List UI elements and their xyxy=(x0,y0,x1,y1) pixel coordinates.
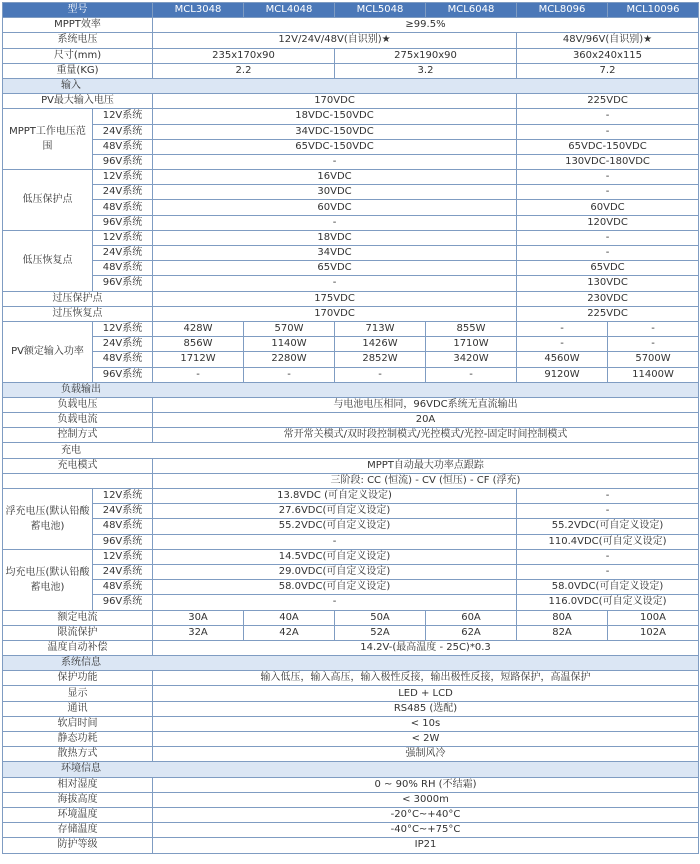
cell-value: 65VDC xyxy=(153,261,517,276)
cell-value: 713W xyxy=(335,321,426,336)
table-row xyxy=(3,291,699,306)
system-label: 96V系统 xyxy=(93,154,153,169)
cell-value: - xyxy=(517,185,699,200)
system-label: 96V系统 xyxy=(93,367,153,382)
row-label: 静态功耗 xyxy=(3,732,153,747)
section-row xyxy=(3,443,699,458)
cell-value: 2.2 xyxy=(153,63,335,78)
section-row xyxy=(3,762,699,777)
cell-value: 55.2VDC(可自定义设定) xyxy=(517,519,699,534)
cell-value: 65VDC-150VDC xyxy=(153,139,517,154)
cell-value: 120VDC xyxy=(517,215,699,230)
group-label: 浮充电压(默认铅酸蓄电池) xyxy=(3,489,93,550)
table-row xyxy=(3,625,699,640)
cell-value: 30A xyxy=(153,610,244,625)
cell-value: - xyxy=(335,367,426,382)
system-label: 24V系统 xyxy=(93,564,153,579)
cell-value: 34VDC-150VDC xyxy=(153,124,517,139)
system-label: 12V系统 xyxy=(93,230,153,245)
table-row xyxy=(3,807,699,822)
table-row xyxy=(3,595,699,610)
table-row xyxy=(3,230,699,245)
cell-value: 29.0VDC(可自定义设定) xyxy=(153,564,517,579)
cell-value: 27.6VDC(可自定义设定) xyxy=(153,504,517,519)
cell-value: 170VDC xyxy=(153,94,517,109)
table-row xyxy=(3,321,699,336)
cell-value: -40°C~+75°C xyxy=(153,823,699,838)
table-row xyxy=(3,124,699,139)
group-label: MPPT工作电压范围 xyxy=(3,109,93,170)
cell-value: 856W xyxy=(153,337,244,352)
cell-value: < 10s xyxy=(153,716,699,731)
cell-value: 428W xyxy=(153,321,244,336)
system-label: 12V系统 xyxy=(93,489,153,504)
row-label: 通讯 xyxy=(3,701,153,716)
cell-value: 14.5VDC(可自定义设定) xyxy=(153,549,517,564)
cell-value: 100A xyxy=(608,610,699,625)
cell-value: 13.8VDC (可自定义设定) xyxy=(153,489,517,504)
model-name: MCL6048 xyxy=(426,3,517,18)
cell-value: 225VDC xyxy=(517,94,699,109)
row-label: 尺寸(mm) xyxy=(3,48,153,63)
row-label: 海拔高度 xyxy=(3,792,153,807)
system-label: 96V系统 xyxy=(93,276,153,291)
system-label: 24V系统 xyxy=(93,124,153,139)
cell-value: 三阶段: CC (恒流) - CV (恒压) - CF (浮充) xyxy=(153,473,699,488)
row-label: 过压恢复点 xyxy=(3,306,153,321)
table-row xyxy=(3,489,699,504)
section-title-input: 输入 xyxy=(3,78,699,93)
cell-value: 65VDC-150VDC xyxy=(517,139,699,154)
cell-value: ≥99.5% xyxy=(153,18,699,33)
cell-value: -20°C~+40°C xyxy=(153,807,699,822)
table-row xyxy=(3,367,699,382)
row-label: 显示 xyxy=(3,686,153,701)
cell-value: - xyxy=(244,367,335,382)
row-label: PV最大输入电压 xyxy=(3,94,153,109)
cell-value: - xyxy=(517,170,699,185)
row-label: 相对湿度 xyxy=(3,777,153,792)
row-label: 散热方式 xyxy=(3,747,153,762)
table-row xyxy=(3,580,699,595)
cell-value: - xyxy=(517,246,699,261)
cell-value: 16VDC xyxy=(153,170,517,185)
cell-value: 110.4VDC(可自定义设定) xyxy=(517,534,699,549)
cell-value: - xyxy=(608,337,699,352)
system-label: 48V系统 xyxy=(93,200,153,215)
row-label: 温度自动补偿 xyxy=(3,640,153,655)
cell-value: 230VDC xyxy=(517,291,699,306)
table-row xyxy=(3,610,699,625)
system-label: 48V系统 xyxy=(93,261,153,276)
table-row xyxy=(3,458,699,473)
table-row xyxy=(3,139,699,154)
cell-value: - xyxy=(517,230,699,245)
cell-value: 0 ~ 90% RH (不结霜) xyxy=(153,777,699,792)
cell-value: - xyxy=(517,549,699,564)
row-label: 负载电流 xyxy=(3,413,153,428)
cell-value: 与电池电压相同，96VDC系统无直流输出 xyxy=(153,397,699,412)
row-label: 环境温度 xyxy=(3,807,153,822)
cell-value: 80A xyxy=(517,610,608,625)
cell-value: 3420W xyxy=(426,352,517,367)
table-row xyxy=(3,154,699,169)
cell-value: 175VDC xyxy=(153,291,517,306)
cell-value: 225VDC xyxy=(517,306,699,321)
cell-value: 235x170x90 xyxy=(153,48,335,63)
model-name: MCL3048 xyxy=(153,3,244,18)
table-row xyxy=(3,215,699,230)
table-row xyxy=(3,33,699,48)
table-row xyxy=(3,640,699,655)
cell-value: 11400W xyxy=(608,367,699,382)
table-row xyxy=(3,306,699,321)
cell-value: 32A xyxy=(153,625,244,640)
row-label: 重量(KG) xyxy=(3,63,153,78)
table-row xyxy=(3,94,699,109)
system-label: 12V系统 xyxy=(93,170,153,185)
table-row xyxy=(3,504,699,519)
section-row xyxy=(3,656,699,671)
section-title-load: 负载输出 xyxy=(3,382,699,397)
cell-value: 52A xyxy=(335,625,426,640)
cell-value: 55.2VDC(可自定义设定) xyxy=(153,519,517,534)
table-row xyxy=(3,109,699,124)
cell-value: 40A xyxy=(244,610,335,625)
system-label: 24V系统 xyxy=(93,185,153,200)
table-row xyxy=(3,838,699,853)
cell-value: - xyxy=(153,276,517,291)
system-label: 48V系统 xyxy=(93,352,153,367)
cell-value: < 3000m xyxy=(153,792,699,807)
table-row xyxy=(3,352,699,367)
cell-value: 102A xyxy=(608,625,699,640)
cell-value: RS485 (选配) xyxy=(153,701,699,716)
cell-value: 3.2 xyxy=(335,63,517,78)
cell-value: 116.0VDC(可自定义设定) xyxy=(517,595,699,610)
table-row xyxy=(3,534,699,549)
table-row xyxy=(3,48,699,63)
cell-value: - xyxy=(517,124,699,139)
row-label: 限流保护 xyxy=(3,625,153,640)
model-name: MCL10096 xyxy=(608,3,699,18)
row-label: 保护功能 xyxy=(3,671,153,686)
cell-value: 常开常关模式/双时段控制模式/光控模式/光控-固定时间控制模式 xyxy=(153,428,699,443)
table-row xyxy=(3,701,699,716)
table-row xyxy=(3,337,699,352)
table-row xyxy=(3,519,699,534)
cell-value: 12V/24V/48V(自识别)★ xyxy=(153,33,517,48)
cell-value: 9120W xyxy=(517,367,608,382)
cell-value: 62A xyxy=(426,625,517,640)
cell-value: - xyxy=(426,367,517,382)
group-label: 低压恢复点 xyxy=(3,230,93,291)
system-label: 12V系统 xyxy=(93,109,153,124)
cell-value: 2852W xyxy=(335,352,426,367)
cell-value: 输入低压，输入高压，输入极性反接，输出极性反接，短路保护，高温保护 xyxy=(153,671,699,686)
table-row xyxy=(3,246,699,261)
row-label-empty xyxy=(3,473,153,488)
system-label: 24V系统 xyxy=(93,246,153,261)
cell-value: - xyxy=(153,367,244,382)
system-label: 12V系统 xyxy=(93,549,153,564)
cell-value: 2280W xyxy=(244,352,335,367)
table-row xyxy=(3,428,699,443)
system-label: 48V系统 xyxy=(93,519,153,534)
system-label: 96V系统 xyxy=(93,534,153,549)
cell-value: 强制风冷 xyxy=(153,747,699,762)
table-row xyxy=(3,732,699,747)
row-label: 软启时间 xyxy=(3,716,153,731)
cell-value: - xyxy=(517,489,699,504)
system-label: 48V系统 xyxy=(93,139,153,154)
group-label: 均充电压(默认铅酸蓄电池) xyxy=(3,549,93,610)
system-label: 48V系统 xyxy=(93,580,153,595)
row-label: 充电模式 xyxy=(3,458,153,473)
table-row xyxy=(3,564,699,579)
table-row xyxy=(3,671,699,686)
cell-value: 18VDC xyxy=(153,230,517,245)
cell-value: 4560W xyxy=(517,352,608,367)
cell-value: 34VDC xyxy=(153,246,517,261)
cell-value: 855W xyxy=(426,321,517,336)
table-row xyxy=(3,276,699,291)
row-label: 额定电流 xyxy=(3,610,153,625)
system-label: 24V系统 xyxy=(93,337,153,352)
section-title-system: 系统信息 xyxy=(3,656,699,671)
cell-value: IP21 xyxy=(153,838,699,853)
cell-value: 50A xyxy=(335,610,426,625)
cell-value: - xyxy=(153,534,517,549)
table-row xyxy=(3,261,699,276)
cell-value: 130VDC xyxy=(517,276,699,291)
cell-value: - xyxy=(153,154,517,169)
cell-value: 275x190x90 xyxy=(335,48,517,63)
table-row xyxy=(3,823,699,838)
cell-value: - xyxy=(517,109,699,124)
system-label: 24V系统 xyxy=(93,504,153,519)
row-label: 控制方式 xyxy=(3,428,153,443)
group-label: PV额定输入功率 xyxy=(3,321,93,382)
model-name: MCL5048 xyxy=(335,3,426,18)
cell-value: 58.0VDC(可自定义设定) xyxy=(517,580,699,595)
table-row xyxy=(3,777,699,792)
cell-value: - xyxy=(153,215,517,230)
table-row xyxy=(3,747,699,762)
cell-value: - xyxy=(517,564,699,579)
cell-value: 60A xyxy=(426,610,517,625)
row-label: 存储温度 xyxy=(3,823,153,838)
cell-value: 1140W xyxy=(244,337,335,352)
cell-value: 60VDC xyxy=(517,200,699,215)
section-title-charge: 充电 xyxy=(3,443,699,458)
table-row xyxy=(3,716,699,731)
cell-value: 170VDC xyxy=(153,306,517,321)
row-label: 过压保护点 xyxy=(3,291,153,306)
table-row xyxy=(3,18,699,33)
spec-table xyxy=(2,2,699,854)
cell-value: - xyxy=(517,337,608,352)
table-row xyxy=(3,686,699,701)
table-row xyxy=(3,413,699,428)
cell-value: 30VDC xyxy=(153,185,517,200)
model-name: MCL8096 xyxy=(517,3,608,18)
cell-value: 570W xyxy=(244,321,335,336)
group-label: 低压保护点 xyxy=(3,170,93,231)
cell-value: 1712W xyxy=(153,352,244,367)
section-title-env: 环境信息 xyxy=(3,762,699,777)
cell-value: < 2W xyxy=(153,732,699,747)
cell-value: - xyxy=(517,321,608,336)
row-label: 负载电压 xyxy=(3,397,153,412)
row-label: 防护等级 xyxy=(3,838,153,853)
cell-value: 58.0VDC(可自定义设定) xyxy=(153,580,517,595)
cell-value: 18VDC-150VDC xyxy=(153,109,517,124)
cell-value: - xyxy=(608,321,699,336)
cell-value: 130VDC-180VDC xyxy=(517,154,699,169)
section-row xyxy=(3,382,699,397)
cell-value: 1426W xyxy=(335,337,426,352)
cell-value: 1710W xyxy=(426,337,517,352)
cell-value: 360x240x115 xyxy=(517,48,699,63)
cell-value: MPPT自动最大功率点跟踪 xyxy=(153,458,699,473)
cell-value: - xyxy=(517,504,699,519)
table-header-row xyxy=(3,3,699,18)
table-row xyxy=(3,792,699,807)
model-header-label: 型号 xyxy=(3,3,153,18)
system-label: 12V系统 xyxy=(93,321,153,336)
cell-value: 60VDC xyxy=(153,200,517,215)
system-label: 96V系统 xyxy=(93,215,153,230)
row-label: 系统电压 xyxy=(3,33,153,48)
table-row xyxy=(3,170,699,185)
table-row xyxy=(3,200,699,215)
table-row xyxy=(3,473,699,488)
cell-value: 5700W xyxy=(608,352,699,367)
model-name: MCL4048 xyxy=(244,3,335,18)
cell-value: 65VDC xyxy=(517,261,699,276)
table-row xyxy=(3,63,699,78)
table-row xyxy=(3,397,699,412)
cell-value: 48V/96V(自识别)★ xyxy=(517,33,699,48)
section-row xyxy=(3,78,699,93)
cell-value: 7.2 xyxy=(517,63,699,78)
cell-value: 82A xyxy=(517,625,608,640)
table-row xyxy=(3,185,699,200)
row-label: MPPT效率 xyxy=(3,18,153,33)
table-row xyxy=(3,549,699,564)
cell-value: LED + LCD xyxy=(153,686,699,701)
cell-value: 14.2V-(最高温度 - 25C)*0.3 xyxy=(153,640,699,655)
cell-value: - xyxy=(153,595,517,610)
cell-value: 42A xyxy=(244,625,335,640)
cell-value: 20A xyxy=(153,413,699,428)
system-label: 96V系统 xyxy=(93,595,153,610)
